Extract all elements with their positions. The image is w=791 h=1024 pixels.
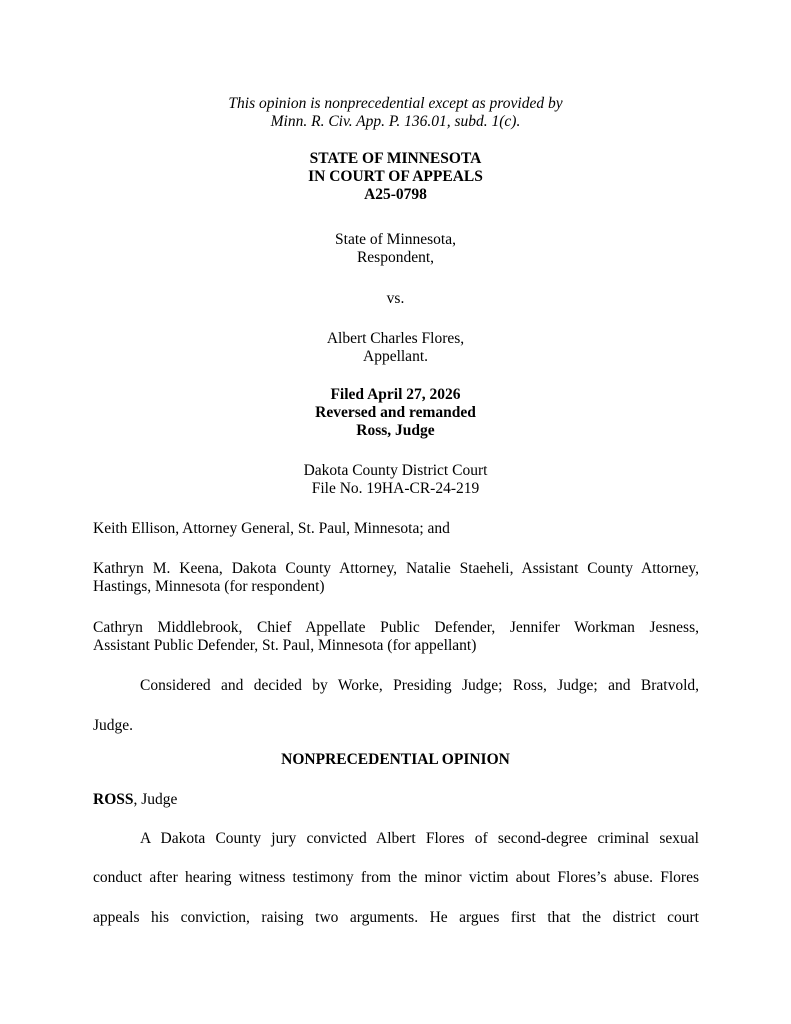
court-name: IN COURT OF APPEALS (308, 168, 483, 185)
panel-line-2: Judge. (93, 717, 134, 734)
filing-block (0, 386, 791, 440)
opinion-heading-text: NONPRECEDENTIAL OPINION (281, 751, 510, 768)
lower-court-file-no: File No. 19HA-CR-24-219 (311, 480, 480, 497)
docket-number: A25-0798 (364, 186, 427, 203)
respondent-block (0, 231, 791, 267)
counsel-respondent-line-1: Kathryn M. Keena, Dakota County Attorney, Natalie Staeheli, Assistant County Attorney, (93, 560, 699, 577)
state-name: STATE OF MINNESOTA (309, 150, 482, 167)
court-caption (0, 150, 791, 204)
respondent-role: Respondent, (356, 249, 435, 266)
appellant-name: Albert Charles Flores, (326, 330, 465, 347)
appellant-role: Appellant. (363, 348, 428, 365)
opinion-author (93, 791, 699, 809)
lower-court-name: Dakota County District Court (303, 462, 488, 479)
disposition: Reversed and remanded (315, 404, 476, 421)
body-line-3: appeals his conviction, raising two arguments. He argues first that the district court (93, 909, 699, 926)
counsel-respondent-line-2: Hastings, Minnesota (for respondent) (93, 578, 325, 595)
opinion-heading (0, 751, 791, 769)
counsel-appellant-line-2: Assistant Public Defender, St. Paul, Minnesota (for appellant) (93, 637, 477, 654)
counsel-attorney-general: Keith Ellison, Attorney General, St. Paul, Minnesota; and (93, 520, 450, 537)
body-line-2: conduct after hearing witness testimony from the minor victim about Flores’s abuse. Flores (93, 869, 699, 886)
panel-line-1: Considered and decided by Worke, Presiding Judge; Ross, Judge; and Bratvold, (140, 677, 699, 694)
versus-text: vs. (386, 290, 405, 307)
counsel-appellant-line-1: Cathryn Middlebrook, Chief Appellate Public Defender, Jennifer Workman Jesness, (93, 619, 699, 636)
notice-line-2: Minn. R. Civ. App. P. 136.01, subd. 1(c). (270, 113, 521, 130)
authoring-judge: Ross, Judge (356, 422, 435, 439)
lower-court-block (0, 462, 791, 498)
body-line-1: A Dakota County jury convicted Albert Flores of second-degree criminal sexual (140, 830, 699, 847)
author-name: ROSS (93, 791, 134, 808)
appellant-block (0, 330, 791, 366)
notice-line-1: This opinion is nonprecedential except as provided by (228, 95, 563, 112)
filed-date: Filed April 27, 2026 (330, 386, 461, 403)
author-title: , Judge (133, 791, 178, 808)
versus (0, 290, 791, 308)
respondent-name: State of Minnesota, (335, 231, 456, 248)
nonprecedential-notice (0, 95, 791, 131)
